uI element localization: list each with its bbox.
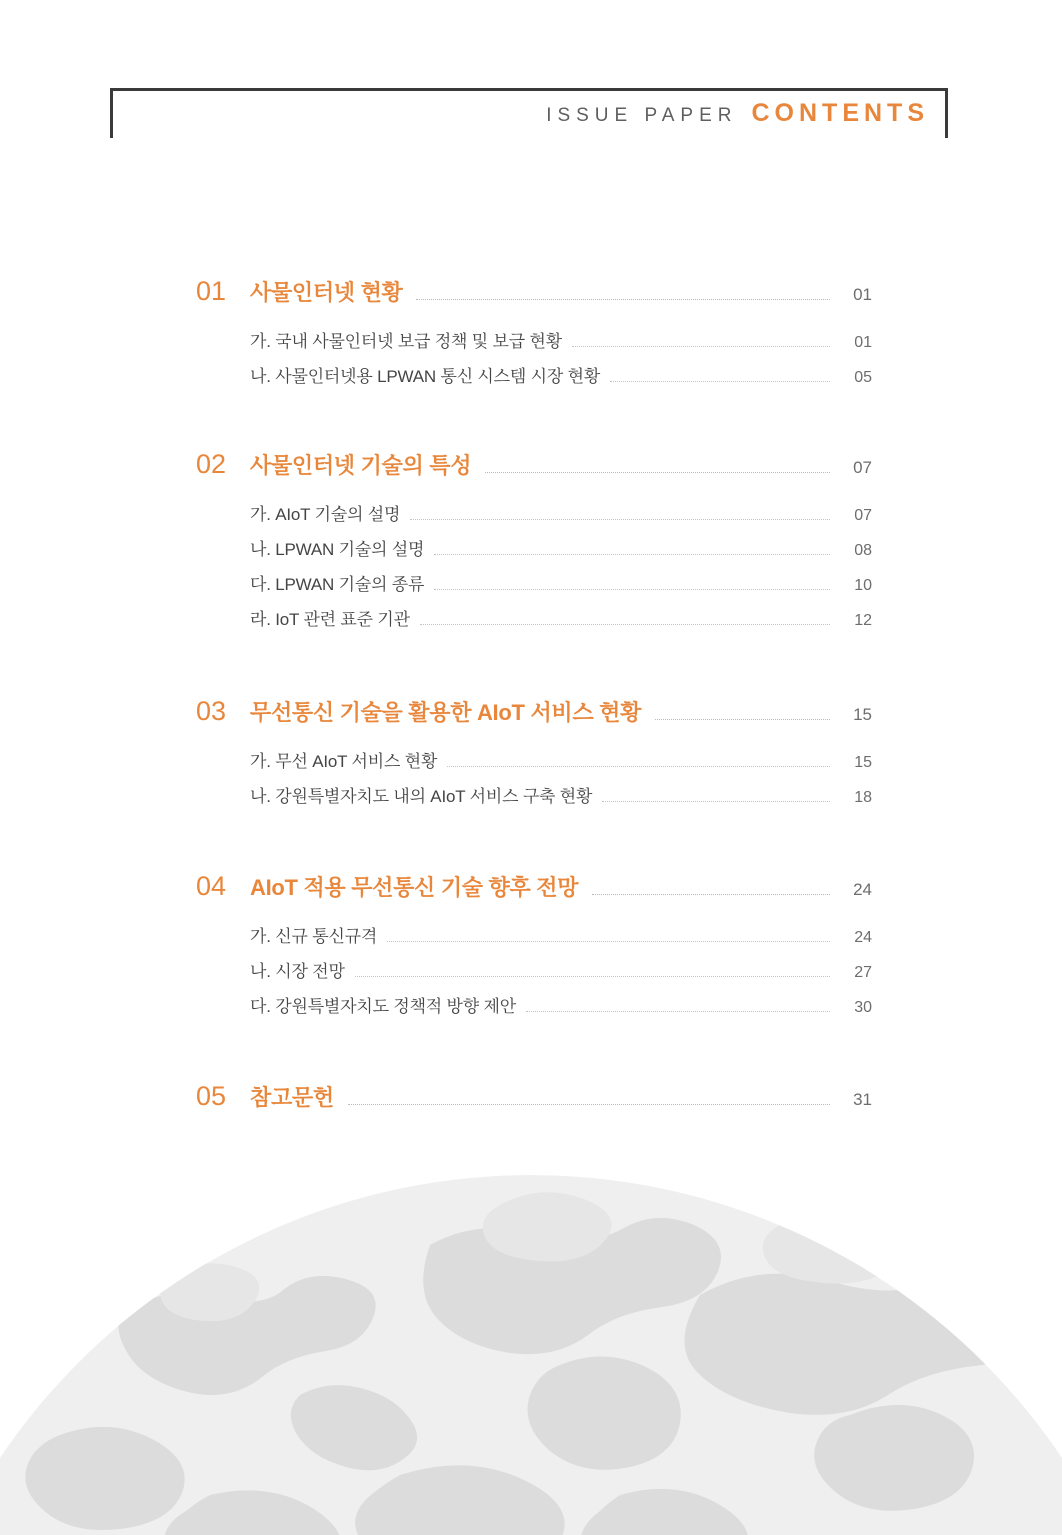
toc-chapter-row[interactable] — [196, 276, 872, 307]
chapter-number: 01 — [196, 276, 227, 306]
subitem-label: 가. 국내 사물인터넷 보급 정책 및 보급 현황 — [250, 332, 562, 351]
leader-line — [348, 1103, 830, 1105]
leader-line — [420, 623, 830, 625]
subitem-label: 가. AIoT 기술의 설명 — [250, 505, 401, 524]
subitem-label: 나. 사물인터넷용 LPWAN 통신 시스템 시장 현황 — [250, 367, 601, 386]
chapter-number: 04 — [196, 871, 227, 901]
chapter-title: 참고문헌 — [250, 1085, 334, 1110]
leader-line — [447, 765, 830, 767]
toc-subitem-list — [196, 747, 872, 807]
chapter-title: 사물인터넷 현황 — [250, 280, 403, 305]
toc-subitem-row[interactable] — [250, 362, 872, 387]
chapter-number: 05 — [196, 1081, 227, 1111]
header-frame — [110, 88, 948, 138]
toc-subitem-row[interactable] — [250, 747, 872, 772]
chapter-title: AIoT 적용 무선통신 기술 향후 전망 — [250, 875, 579, 900]
leader-line — [526, 1010, 830, 1012]
toc-subitem-row[interactable] — [250, 500, 872, 525]
chapter-title: 사물인터넷 기술의 특성 — [250, 453, 472, 478]
subitem-page-number: 18 — [854, 789, 872, 806]
subitem-page-number: 12 — [854, 612, 872, 629]
chapter-number: 02 — [196, 449, 227, 479]
subitem-page-number: 08 — [854, 542, 872, 559]
toc-group — [196, 276, 872, 387]
subitem-page-number: 10 — [854, 577, 872, 594]
page-title: CONTENTS — [751, 99, 929, 127]
toc-chapter-row[interactable] — [196, 449, 872, 480]
chapter-page-number: 24 — [853, 880, 872, 899]
toc-chapter-row[interactable] — [196, 696, 872, 727]
toc-subitem-row[interactable] — [250, 922, 872, 947]
leader-line — [434, 553, 830, 555]
chapter-page-number: 31 — [853, 1090, 872, 1109]
subitem-label: 나. 강원특별자치도 내의 AIoT 서비스 구축 현황 — [250, 787, 593, 806]
chapter-title: 무선통신 기술을 활용한 AIoT 서비스 현황 — [250, 700, 642, 725]
globe-background — [0, 1115, 1062, 1535]
subitem-label: 다. 강원특별자치도 정책적 방향 제안 — [250, 997, 516, 1016]
toc-chapter-row[interactable] — [196, 871, 872, 902]
subitem-page-number: 07 — [854, 507, 872, 524]
subitem-page-number: 05 — [854, 369, 872, 386]
leader-line — [387, 940, 830, 942]
header-title-group — [546, 99, 929, 128]
subitem-label: 가. 무선 AIoT 서비스 현황 — [250, 752, 438, 771]
chapter-page-number: 07 — [853, 458, 872, 477]
subitem-page-number: 24 — [854, 929, 872, 946]
leader-line — [602, 800, 830, 802]
leader-line — [592, 893, 830, 895]
toc-subitem-row[interactable] — [250, 570, 872, 595]
toc-subitem-row[interactable] — [250, 327, 872, 352]
toc-group — [196, 449, 872, 630]
issue-paper-label: ISSUE PAPER — [546, 105, 738, 126]
subitem-page-number: 15 — [854, 754, 872, 771]
toc-subitem-row[interactable] — [250, 992, 872, 1017]
leader-line — [410, 518, 830, 520]
subitem-label: 나. LPWAN 기술의 설명 — [250, 540, 425, 559]
table-of-contents — [196, 276, 872, 1112]
subitem-label: 가. 신규 통신규격 — [250, 927, 378, 946]
toc-group — [196, 696, 872, 807]
toc-subitem-row[interactable] — [250, 782, 872, 807]
chapter-page-number: 15 — [853, 705, 872, 724]
toc-chapter-row[interactable] — [196, 1081, 872, 1112]
chapter-number: 03 — [196, 696, 227, 726]
toc-subitem-row[interactable] — [250, 535, 872, 560]
toc-group — [196, 1081, 872, 1112]
leader-line — [434, 588, 830, 590]
leader-line — [485, 471, 830, 473]
subitem-label: 다. LPWAN 기술의 종류 — [250, 575, 425, 594]
leader-line — [572, 345, 830, 347]
leader-line — [355, 975, 830, 977]
toc-subitem-list — [196, 500, 872, 630]
toc-subitem-list — [196, 922, 872, 1017]
chapter-page-number: 01 — [853, 285, 872, 304]
toc-subitem-row[interactable] — [250, 605, 872, 630]
subitem-label: 라. IoT 관련 표준 기관 — [250, 610, 410, 629]
leader-line — [416, 298, 830, 300]
toc-group — [196, 871, 872, 1017]
subitem-page-number: 01 — [854, 334, 872, 351]
leader-line — [655, 718, 830, 720]
subitem-label: 나. 시장 전망 — [250, 962, 345, 981]
toc-subitem-list — [196, 327, 872, 387]
toc-subitem-row[interactable] — [250, 957, 872, 982]
leader-line — [610, 380, 830, 382]
subitem-page-number: 30 — [854, 999, 872, 1016]
subitem-page-number: 27 — [854, 964, 872, 981]
